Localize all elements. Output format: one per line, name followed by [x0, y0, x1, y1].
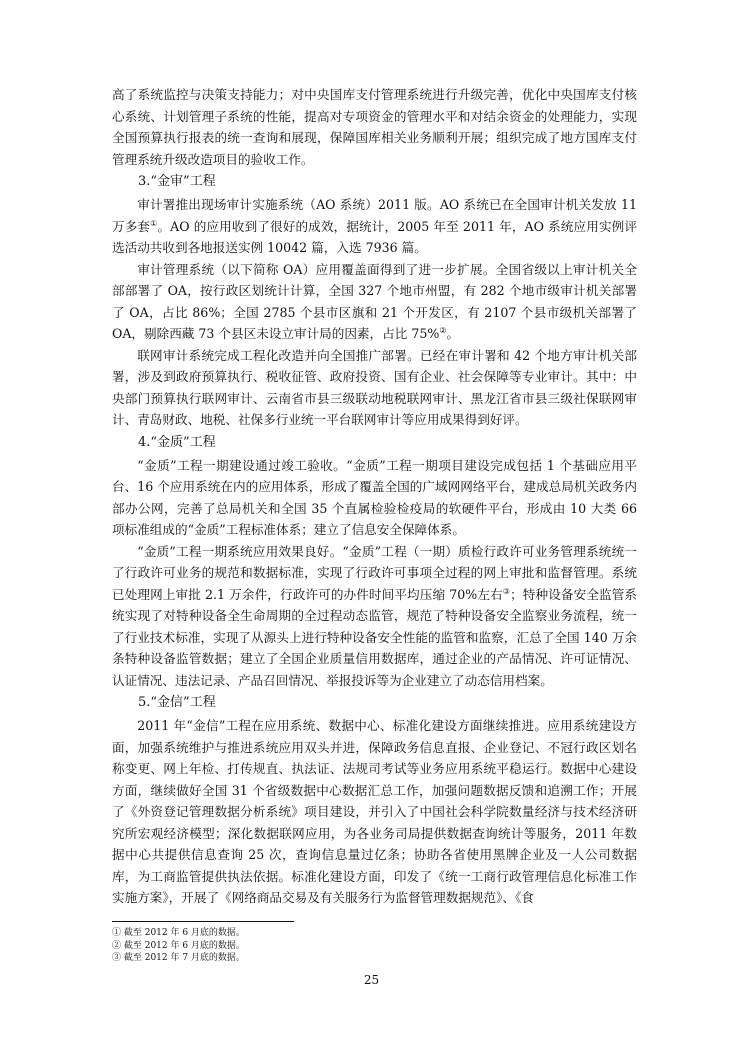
footnotes [112, 927, 512, 965]
footnote: ② 截至 2012 年 6 月底的数据。 [112, 940, 245, 951]
footnote-divider [112, 921, 294, 922]
footnote-marker[interactable]: ① [150, 218, 158, 228]
footnote: ① 截至 2012 年 6 月底的数据。 [112, 928, 245, 938]
footnote-marker[interactable]: ③ [502, 586, 511, 596]
section-heading-jinshen: 3.“金审”工程 [138, 174, 216, 189]
paragraph: “金质”工程一期建设通过竣工验收。“金质”工程一期项目建设完成包括 1 个基础应用平台、16 个应用系统在内的应用体系，形成了覆盖全国的广域网网络平台，建成总局机关政务内部办公网，完善了总局机关和全国 35 个直属检验检疫局的软硬件平台，形成由 10 大类 66 项标准组成的“金质”工程标准体系；建立了信息安全保障体系。 [112, 457, 637, 537]
paragraph: “金质”工程一期系统应用效果良好。“金质”工程（一期）质检行政许可业务管理系统统一了行政许可业务的规范和数据标准，实现了行政许可事项全过程的网上审批和监督管理。系统已处理网上审批 2.1 万余件，行政许可的办件时间平均压缩 70%左右③；特种设备安全监管系统实现了对特种设备全生命周期的全过程动态监管，规范了特种设备安全监察业务流程，统一了行业技术标准，实现了从源头上进行特种设备安全性能的监管和监察，汇总了全国 140 万余条特种设备监管数据；建立了全国企业质量信用数据库，通过企业的产品情况、许可证情况、认证情况、违法记录、产品召回情况、举报投诉等为企业建立了动态信用档案。 [112, 543, 638, 688]
paragraph: 2011 年“金信”工程在应用系统、数据中心、标准化建设方面继续推进。应用系统建设方面，加强系统维护与推进系统应用双头并进，保障政务信息直报、企业登记、不冠行政区划名称变更、网上年检、打传规直、执法证、法规司考试等业务应用系统平稳运行。数据中心建设方面，继续做好全国 31 个省级数据中心数据汇总工作，加强问题数据反馈和追溯工作；开展了《外资登记管理数据分析系统》项目建设，并引入了中国社会科学院数量经济与技术经济研究所宏观经济模型；深化数据联网应用，为各业务司局提供数据查询统计等服务，2011 年数据中心共提供信息查询 25 次，查询信息量过亿条；协助各省使用黑牌企业及一人公司数据库，为工商监管提供执法依据。标准化建设方面，印发了《统一工商行政管理信息化标准工作实施方案》，开展了《网络商品交易及有关服务行为监督管理数据规范》、《食 [112, 718, 637, 905]
paragraph: 审计署推出现场审计实施系统（AO 系统）2011 版。AO 系统已在全国审计机关发放 11 万多套①。AO 的应用收到了很好的成效，据统计，2005 年至 2011 年，AO 系统应用实例评选活动共收到各地报送实例 10042 篇，入选 7936 篇。 [112, 197, 637, 255]
paragraph: 高了系统监控与决策支持能力；对中央国库支付管理系统进行升级完善，优化中央国库支付核心系统、计划管理子系统的性能，提高对专项资金的管理水平和对结余资金的处理能力，实现全国预算执行报表的统一查询和展现，保障国库相关业务顺利开展；组织完成了地方国库支付管理系统升级改造项目的验收工作。 [112, 87, 637, 167]
section-heading-jinxin: 5.“金信”工程 [138, 695, 216, 710]
paragraph: 联网审计系统完成工程化改造并向全国推广部署。已经在审计署和 42 个地方审计机关部署，涉及到政府预算执行、税收征管、政府投资、国有企业、社会保障等专业审计。其中：中央部门预算执行联网审计、云南省市县三级联动地税联网审计、黑龙江省市县三级社保联网审计、青岛财政、地税、社保多行业统一平台联网审计等应用成果得到好评。 [112, 347, 637, 427]
footnote-marker[interactable]: ② [439, 325, 447, 335]
paragraph: 审计管理系统（以下简称 OA）应用覆盖面得到了进一步扩展。全国省级以上审计机关全部部署了 OA，按行政区划统计计算，全国 327 个地市州盟，有 282 个地市级审计机关部署了 OA，占比 86%；全国 2785 个县市区旗和 21 个开发区，有 2107 个县市级机关部署了 OA，剔除西藏 73 个县区未设立审计局的因素，占比 75%②。 [112, 261, 637, 341]
page-number: 25 [363, 973, 380, 987]
section-heading-jinzhi: 4.“金质”工程 [138, 434, 216, 450]
footnote: ③ 截至 2012 年 7 月底的数据。 [112, 953, 245, 963]
page-body [112, 84, 637, 909]
